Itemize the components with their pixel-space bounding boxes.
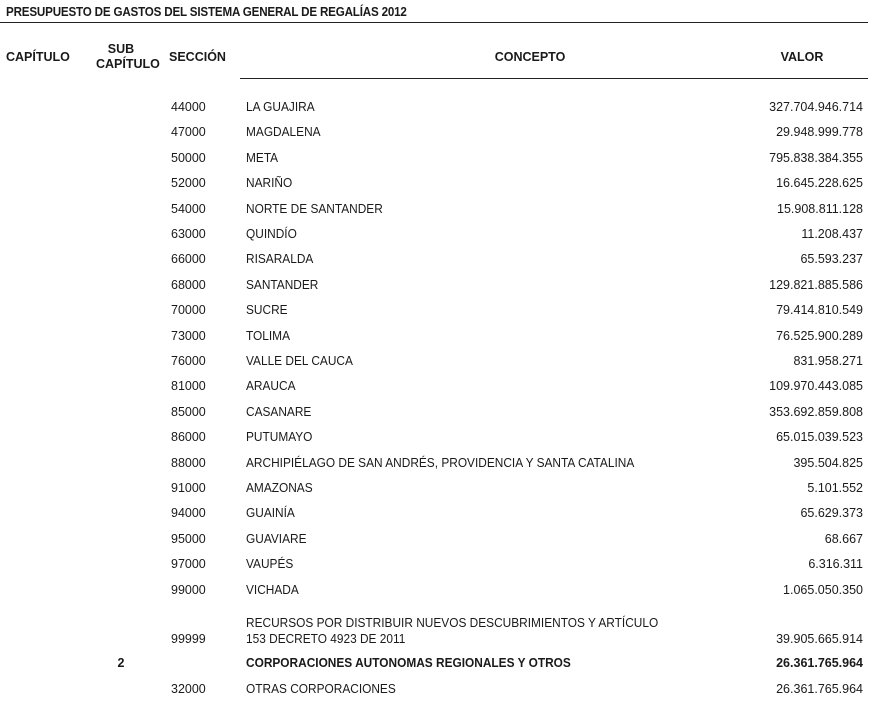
title-underline bbox=[0, 22, 868, 23]
row-seccion: 63000 bbox=[171, 227, 206, 241]
row-seccion: 76000 bbox=[171, 354, 206, 368]
header-capitulo: CAPÍTULO bbox=[6, 50, 70, 64]
row-seccion: 32000 bbox=[171, 682, 206, 696]
row-concepto: MAGDALENA bbox=[246, 125, 321, 140]
row-valor: 26.361.765.964 bbox=[776, 656, 863, 670]
row-concepto-line2: 153 DECRETO 4923 DE 2011 bbox=[246, 632, 406, 646]
row-seccion: 91000 bbox=[171, 481, 206, 495]
row-seccion: 54000 bbox=[171, 201, 206, 216]
header-subcapitulo-line1: SUB bbox=[107, 42, 135, 56]
row-valor: 76.525.900.289 bbox=[776, 328, 863, 343]
row-valor: 1.065.050.350 bbox=[783, 582, 863, 597]
row-concepto: ARAUCA bbox=[246, 379, 296, 394]
row-concepto: GUAVIARE bbox=[246, 531, 307, 546]
row-seccion: 85000 bbox=[171, 404, 206, 419]
row-seccion: 66000 bbox=[171, 252, 206, 267]
row-valor: 79.414.810.549 bbox=[776, 303, 863, 318]
row-valor: 39.905.665.914 bbox=[776, 632, 863, 646]
row-concepto: OTRAS CORPORACIONES bbox=[246, 682, 396, 696]
row-concepto: SANTANDER bbox=[246, 277, 319, 292]
row-concepto: GUAINÍA bbox=[246, 506, 295, 521]
row-valor: 68.667 bbox=[824, 531, 863, 546]
row-seccion: 50000 bbox=[171, 150, 206, 165]
document-title: PRESUPUESTO DE GASTOS DEL SISTEMA GENERAL DE REGALÍAS 2012 bbox=[6, 5, 407, 19]
row-seccion: 73000 bbox=[171, 328, 206, 343]
row-seccion: 95000 bbox=[171, 531, 206, 546]
row-valor: 5.101.552 bbox=[807, 481, 863, 495]
header-subcapitulo-line2: CAPÍTULO bbox=[96, 57, 160, 71]
row-valor: 327.704.946.714 bbox=[769, 100, 863, 114]
row-seccion: 88000 bbox=[171, 455, 206, 470]
row-concepto: META bbox=[246, 150, 279, 165]
row-seccion: 94000 bbox=[171, 506, 206, 521]
row-valor: 129.821.885.586 bbox=[769, 277, 863, 292]
row-valor: 109.970.443.085 bbox=[769, 379, 863, 394]
row-concepto: ARCHIPIÉLAGO DE SAN ANDRÉS, PROVIDENCIA Y SANTA CATALINA bbox=[246, 455, 635, 470]
row-concepto: NORTE DE SANTANDER bbox=[246, 201, 383, 216]
header-valor: VALOR bbox=[780, 50, 824, 64]
row-concepto: QUINDÍO bbox=[246, 227, 297, 241]
row-seccion: 86000 bbox=[171, 430, 206, 445]
row-valor: 11.208.437 bbox=[801, 227, 863, 241]
row-seccion: 97000 bbox=[171, 557, 206, 572]
row-seccion: 81000 bbox=[171, 379, 206, 394]
row-valor: 26.361.765.964 bbox=[776, 682, 863, 696]
row-valor: 29.948.999.778 bbox=[776, 125, 863, 140]
row-concepto: CASANARE bbox=[246, 404, 312, 419]
row-concepto: CORPORACIONES AUTONOMAS REGIONALES Y OTROS bbox=[246, 656, 571, 670]
row-concepto: PUTUMAYO bbox=[246, 430, 313, 445]
row-valor: 6.316.311 bbox=[808, 557, 863, 572]
row-valor: 65.593.237 bbox=[800, 252, 863, 267]
row-concepto: VICHADA bbox=[246, 582, 299, 597]
row-valor: 795.838.384.355 bbox=[769, 150, 863, 165]
row-concepto: SUCRE bbox=[246, 303, 288, 318]
row-seccion: 47000 bbox=[171, 125, 206, 140]
row-seccion: 52000 bbox=[171, 176, 206, 191]
row-concepto-line1: RECURSOS POR DISTRIBUIR NUEVOS DESCUBRIMIENTOS Y ARTÍCULO bbox=[246, 616, 659, 630]
header-concepto: CONCEPTO bbox=[494, 50, 566, 64]
row-seccion: 99999 bbox=[171, 632, 206, 646]
row-valor: 831.958.271 bbox=[793, 354, 863, 368]
row-concepto: NARIÑO bbox=[246, 176, 293, 191]
row-concepto: RISARALDA bbox=[246, 252, 314, 267]
header-underline bbox=[240, 78, 868, 79]
row-seccion: 99000 bbox=[171, 582, 206, 597]
row-concepto: LA GUAJIRA bbox=[246, 100, 315, 114]
row-valor: 16.645.228.625 bbox=[776, 176, 863, 191]
row-concepto: VALLE DEL CAUCA bbox=[246, 354, 353, 368]
row-seccion: 70000 bbox=[171, 303, 206, 318]
row-valor: 65.629.373 bbox=[800, 506, 863, 521]
row-valor: 65.015.039.523 bbox=[776, 430, 863, 445]
row-seccion: 68000 bbox=[171, 277, 206, 292]
row-valor: 353.692.859.808 bbox=[769, 404, 863, 419]
row-seccion: 44000 bbox=[171, 100, 206, 114]
row-concepto: TOLIMA bbox=[246, 328, 290, 343]
row-valor: 15.908.811.128 bbox=[777, 201, 863, 216]
row-valor: 395.504.825 bbox=[793, 455, 863, 470]
row-concepto: VAUPÉS bbox=[246, 557, 294, 572]
row-concepto: AMAZONAS bbox=[246, 481, 313, 495]
header-seccion: SECCIÓN bbox=[169, 50, 226, 64]
row-subcapitulo: 2 bbox=[117, 656, 125, 670]
